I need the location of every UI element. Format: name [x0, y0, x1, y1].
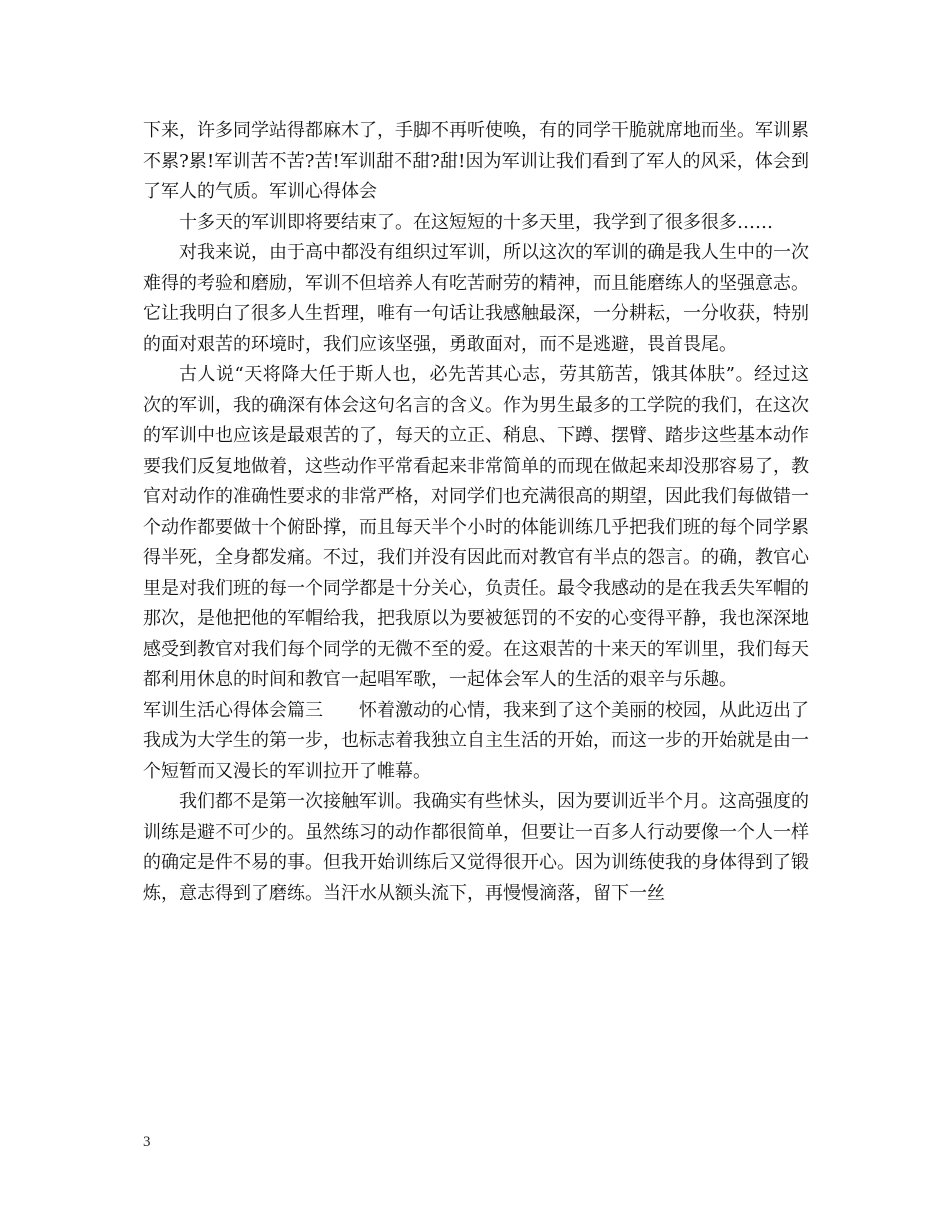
- page-number: 3: [143, 1134, 151, 1150]
- paragraph-6: 我们都不是第一次接触军训。我确实有些怵头，因为要训近半个月。这高强度的训练是避不可少的。虽然练习的动作都很简单，但要让一百多人行动要像一个人一样的确定是件不易的事。但我开始训练后又觉得很开心。因为训练使我的身体得到了锻炼，意志得到了磨练。当汗水从额头流下，再慢慢滴落，留下一丝: [143, 791, 809, 904]
- paragraph-2: 十多天的军训即将要结束了。在这短短的十多天里，我学到了很多很多……: [179, 211, 773, 233]
- paragraph-4: 古人说“天将降大任于斯人也，必先苦其心志，劳其筋苦，饿其体肤”。经过这次的军训，我的确深有体会这句名言的含义。作为男生最多的工学院的我们，在这次的军训中也应该是最艰苦的了，每天的立正、稍息、下蹲、摆臂、踏步这些基本动作要我们反复地做着，这些动作平常看起来非常简单的而现在做起来却没那容易了，教官对动作的准确性要求的非常严格，对同学们也充满很高的期望，因此我们每做错一个动作都要做十个俯卧撑，而且每天半个小时的体能训练几乎把我们班的每个同学累得半死，全身都发痛。不过，我们并没有因此而对教官有半点的怨言。的确，教官心里是对我们班的每一个同学都是十分关心，负责任。最令我感动的是在我丢失军帽的那次，是他把他的军帽给我，把我原以为要被惩罚的不安的心变得平静，我也深深地感受到教官对我们每个同学的无微不至的爱。在这艰苦的十来天的军训里，我们每天都利用休息的时间和教官一起唱军歌，一起体会军人的生活的艰辛与乐趣。: [143, 364, 809, 690]
- paragraph-3: 对我来说，由于高中都没有组织过军训，所以这次的军训的确是我人生中的一次难得的考验和磨励，军训不但培养人有吃苦耐劳的精神，而且能磨练人的坚强意志。它让我明白了很多人生哲理，唯有一句话让我感触最深，一分耕耘，一分收获，特别的面对艰苦的环境时，我们应该坚强，勇敢面对，而不是逃避，畏首畏尾。: [143, 242, 809, 355]
- paragraph-1: 下来，许多同学站得都麻木了，手脚不再听使唤，有的同学干脆就席地而坐。军训累不累?累!军训苦不苦?苦!军训甜不甜?甜!因为军训让我们看到了军人的风采，体会到了军人的气质。军训心得体会: [143, 120, 809, 202]
- paragraph-5: 军训生活心得体会篇三 怀着激动的心情，我来到了这个美丽的校园，从此迈出了我成为大学生的第一步，也标志着我独立自主生活的开始，而这一步的开始就是由一个短暂而又漫长的军训拉开了帷幕。: [143, 699, 809, 782]
- body-text: [143, 116, 809, 909]
